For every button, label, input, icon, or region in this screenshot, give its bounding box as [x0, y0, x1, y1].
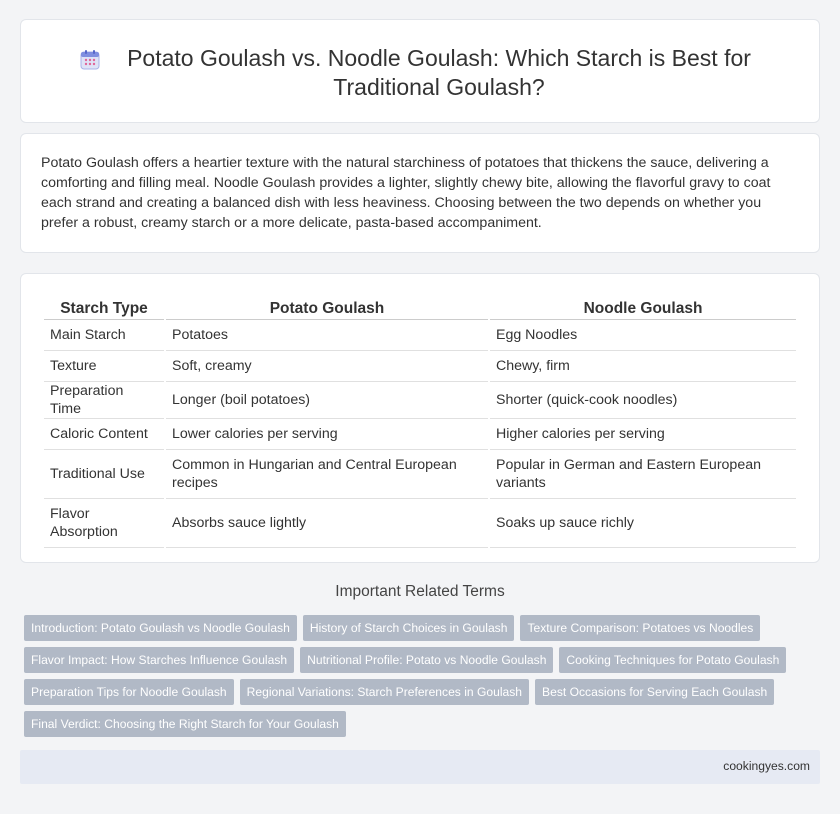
- related-term-tag[interactable]: Regional Variations: Starch Preferences in Goulash: [240, 679, 529, 705]
- table-cell: Preparation Time: [44, 382, 164, 419]
- table-row: [44, 499, 796, 548]
- table-cell: Soaks up sauce richly: [490, 499, 796, 548]
- table-row: [44, 351, 796, 382]
- table-cell: Lower calories per serving: [166, 419, 488, 450]
- related-term-tag[interactable]: Final Verdict: Choosing the Right Starch for Your Goulash: [24, 711, 346, 737]
- table-cell: Traditional Use: [44, 450, 164, 499]
- related-term-tag[interactable]: History of Starch Choices in Goulash: [303, 615, 515, 641]
- table-cell: Higher calories per serving: [490, 419, 796, 450]
- table-cell: Flavor Absorption: [44, 499, 164, 548]
- table-cell: Chewy, firm: [490, 351, 796, 382]
- footer: [20, 750, 820, 784]
- table-row: [44, 320, 796, 351]
- table-cell: Texture: [44, 351, 164, 382]
- title-card: [20, 19, 820, 123]
- related-term-tag[interactable]: Best Occasions for Serving Each Goulash: [535, 679, 774, 705]
- table-cell: Potatoes: [166, 320, 488, 351]
- table-row: [44, 382, 796, 419]
- comparison-table-card: [20, 273, 820, 563]
- related-term-tag[interactable]: Texture Comparison: Potatoes vs Noodles: [520, 615, 760, 641]
- intro-paragraph: Potato Goulash offers a heartier texture with the natural starchiness of potatoes that thickens the sauce, delivering a comforting and filling meal. Noodle Goulash provides a lighter, slightly chewy bite, allowing the flavorful gravy to coat each strand and creating a balanced dish with less heaviness. Choosing between the two depends on whether you prefer a robust, creamy starch or a more delicate, pasta-based accompaniment.: [41, 155, 771, 231]
- table-header: Noodle Goulash: [490, 294, 796, 320]
- related-term-tag[interactable]: Cooking Techniques for Potato Goulash: [559, 647, 786, 673]
- table-cell: Absorbs sauce lightly: [166, 499, 488, 548]
- table-cell: Longer (boil potatoes): [166, 382, 488, 419]
- table-header: Potato Goulash: [166, 294, 488, 320]
- table-header: Starch Type: [44, 294, 164, 320]
- related-term-tag[interactable]: Preparation Tips for Noodle Goulash: [24, 679, 234, 705]
- table-cell: Egg Noodles: [490, 320, 796, 351]
- related-terms-heading: Important Related Terms: [335, 583, 505, 600]
- table-cell: Main Starch: [44, 320, 164, 351]
- table-cell: Caloric Content: [44, 419, 164, 450]
- table-cell: Common in Hungarian and Central European recipes: [166, 450, 488, 499]
- table-cell: Soft, creamy: [166, 351, 488, 382]
- intro-card: [20, 133, 820, 253]
- table-cell: Shorter (quick-cook noodles): [490, 382, 796, 419]
- table-row: [44, 419, 796, 450]
- related-term-tag[interactable]: Nutritional Profile: Potato vs Noodle Goulash: [300, 647, 553, 673]
- related-term-tag[interactable]: Introduction: Potato Goulash vs Noodle Goulash: [24, 615, 297, 641]
- table-row: [44, 450, 796, 499]
- table-cell: Popular in German and Eastern European variants: [490, 450, 796, 499]
- related-term-tag[interactable]: Flavor Impact: How Starches Influence Goulash: [24, 647, 294, 673]
- related-terms-list: [24, 615, 814, 743]
- page-title: Potato Goulash vs. Noodle Goulash: Which Starch is Best for Traditional Goulash?: [127, 45, 751, 100]
- footer-site-link[interactable]: cookingyes.com: [723, 759, 810, 773]
- comparison-table: [42, 294, 798, 548]
